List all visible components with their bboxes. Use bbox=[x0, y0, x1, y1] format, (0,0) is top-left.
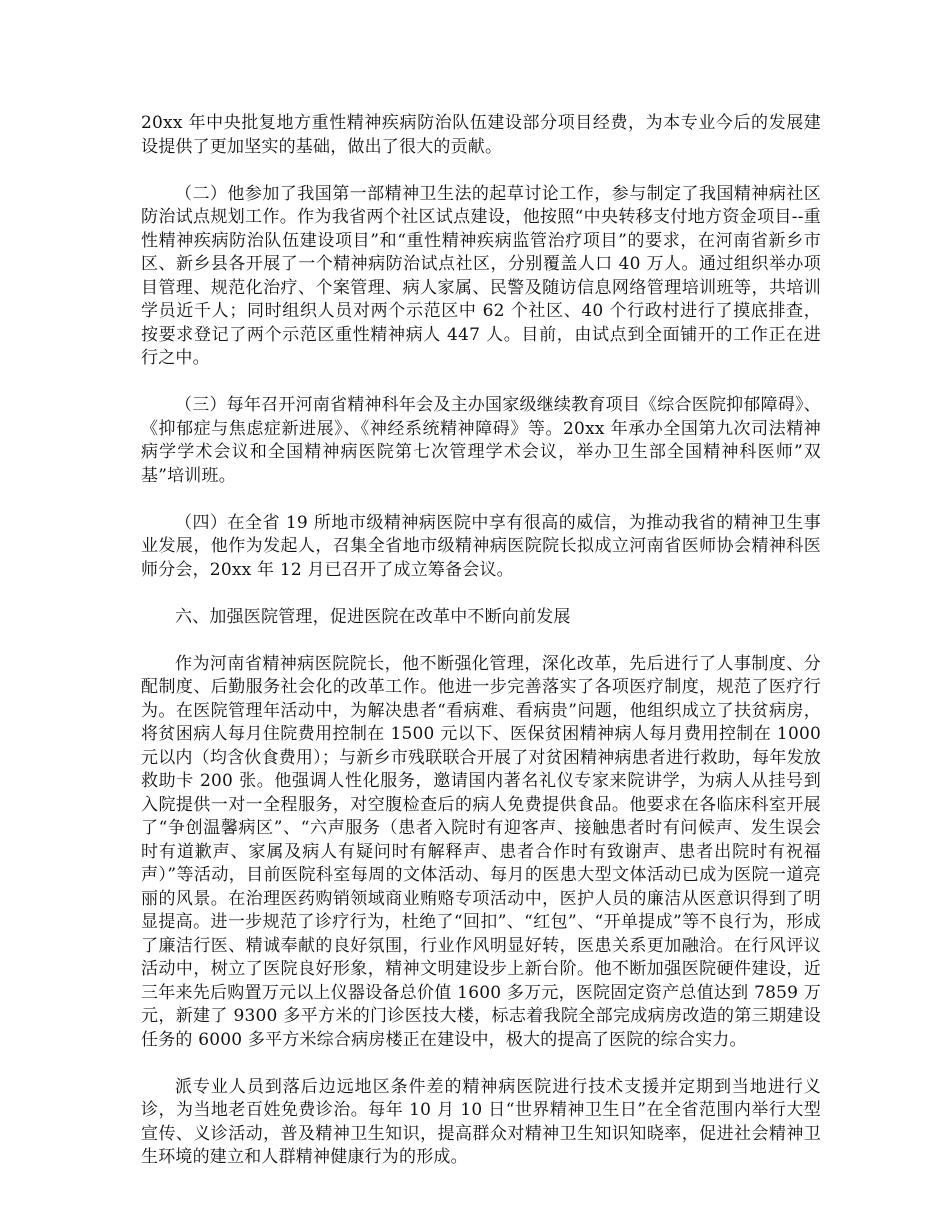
paragraph-prestige: （四）在全省 19 所地市级精神病医院中享有很高的威信，为推动我省的精神卫生事业发展，他作为发起人，召集全省地市级精神病医院院长拟成立河南省医师协会精神科医师分会，20xx 年 12 月已召开了成立筹备会议。 bbox=[141, 512, 821, 580]
paragraph-technical-support: 派专业人员到落后边远地区条件差的精神病医院进行技术支援并定期到当地进行义诊，为当地老百姓免费诊治。每年 10 月 10 日“世界精神卫生日”在全省范围内举行大型宣传、义诊活动，普及精神卫生知识，提高群众对精神卫生知识知晓率，促进社会精神卫生环境的建立和人群精神健康行为的形成。 bbox=[141, 1076, 821, 1167]
paragraph-annual-conferences: （三）每年召开河南省精神科年会及主办国家级继续教育项目《综合医院抑郁障碍》、《抑郁症与焦虑症新进展》、《神经系统精神障碍》等。20xx 年承办全国第九次司法精神病学学术会议和全国精神病医院第七次管理学术会议，举办卫生部全国精神科医师”双基”培训班。 bbox=[141, 395, 821, 486]
paragraph-hospital-reform: 作为河南省精神病医院院长，他不断强化管理，深化改革，先后进行了人事制度、分配制度、后勤服务社会化的改革工作。他进一步完善落实了各项医疗制度，规范了医疗行为。在医院管理年活动中，为解决患者“看病难、看病贵”问题，他组织成立了扶贫病房，将贫困病人每月住院费用控制在 1500 元以下、医保贫困精神病人每月费用控制在 1000 元以内（均含伙食费用）；与新乡市残联联合开展了对贫困精神病患者进行救助，每年发放救助卡 200 张。他强调人性化服务，邀请国内著名礼仪专家来院讲学，为病人从挂号到入院提供一对一全程服务，对空腹检查后的病人免费提供食品。他要求在各临床科室开展了“争创温馨病区”、“六声服务（患者入院时有迎客声、接触患者时有问候声、发生误会时有道歉声、家属及病人有疑问时有解释声、患者合作时有致谢声、患者出院时有祝福声）”等活动，目前医院科室每周的文体活动、每月的医患大型文体活动已成为医院一道亮丽的风景。在治理医药购销领域商业贿赂专项活动中，医护人员的廉洁从医意识得到了明显提高。进一步规范了诊疗行为，杜绝了“回扣”、“红包”、“开单提成”等不良行为，形成了廉洁行医、精诚奉献的良好氛围，行业作风明显好转，医患关系更加融洽。在行风评议活动中，树立了医院良好形象，精神文明建设步上新台阶。他不断加强医院硬件建设，近三年来先后购置万元以上仪器设备总价值 1600 多万元，医院固定资产总值达到 7859 万元，新建了 9300 多平方米的门诊医技大楼，标志着我院全部完成病房改造的第三期建设任务的 6000 多平方米综合病房楼正在建设中，极大的提高了医院的综合实力。 bbox=[141, 653, 821, 1050]
section-heading-hospital-management: 六、加强医院管理，促进医院在改革中不断向前发展 bbox=[175, 606, 571, 627]
paragraph-funding: 20xx 年中央批复地方重性精神疾病防治队伍建设部分项目经费，为本专业今后的发展建设提供了更加坚实的基础，做出了很大的贡献。 bbox=[141, 113, 821, 157]
paragraph-mental-health-law: （二）他参加了我国第一部精神卫生法的起草讨论工作，参与制定了我国精神病社区防治试点规划工作。作为我省两个社区试点建设，他按照“中央转移支付地方资金项目--重性精神疾病防治队伍建设项目”和“重性精神疾病监管治疗项目”的要求，在河南省新乡市区、新乡县各开展了一个精神病防治试点社区，分别覆盖人口 40 万人。通过组织举办项目管理、规范化治疗、个案管理、病人家属、民警及随访信息网络管理培训班等，共培训学员近千人；同时组织人员对两个示范区中 62 个社区、40 个行政村进行了摸底排查，按要求登记了两个示范区重性精神病人 447 人。目前，由试点到全面铺开的工作正在进行之中。 bbox=[141, 183, 821, 368]
document-page bbox=[141, 112, 821, 1193]
